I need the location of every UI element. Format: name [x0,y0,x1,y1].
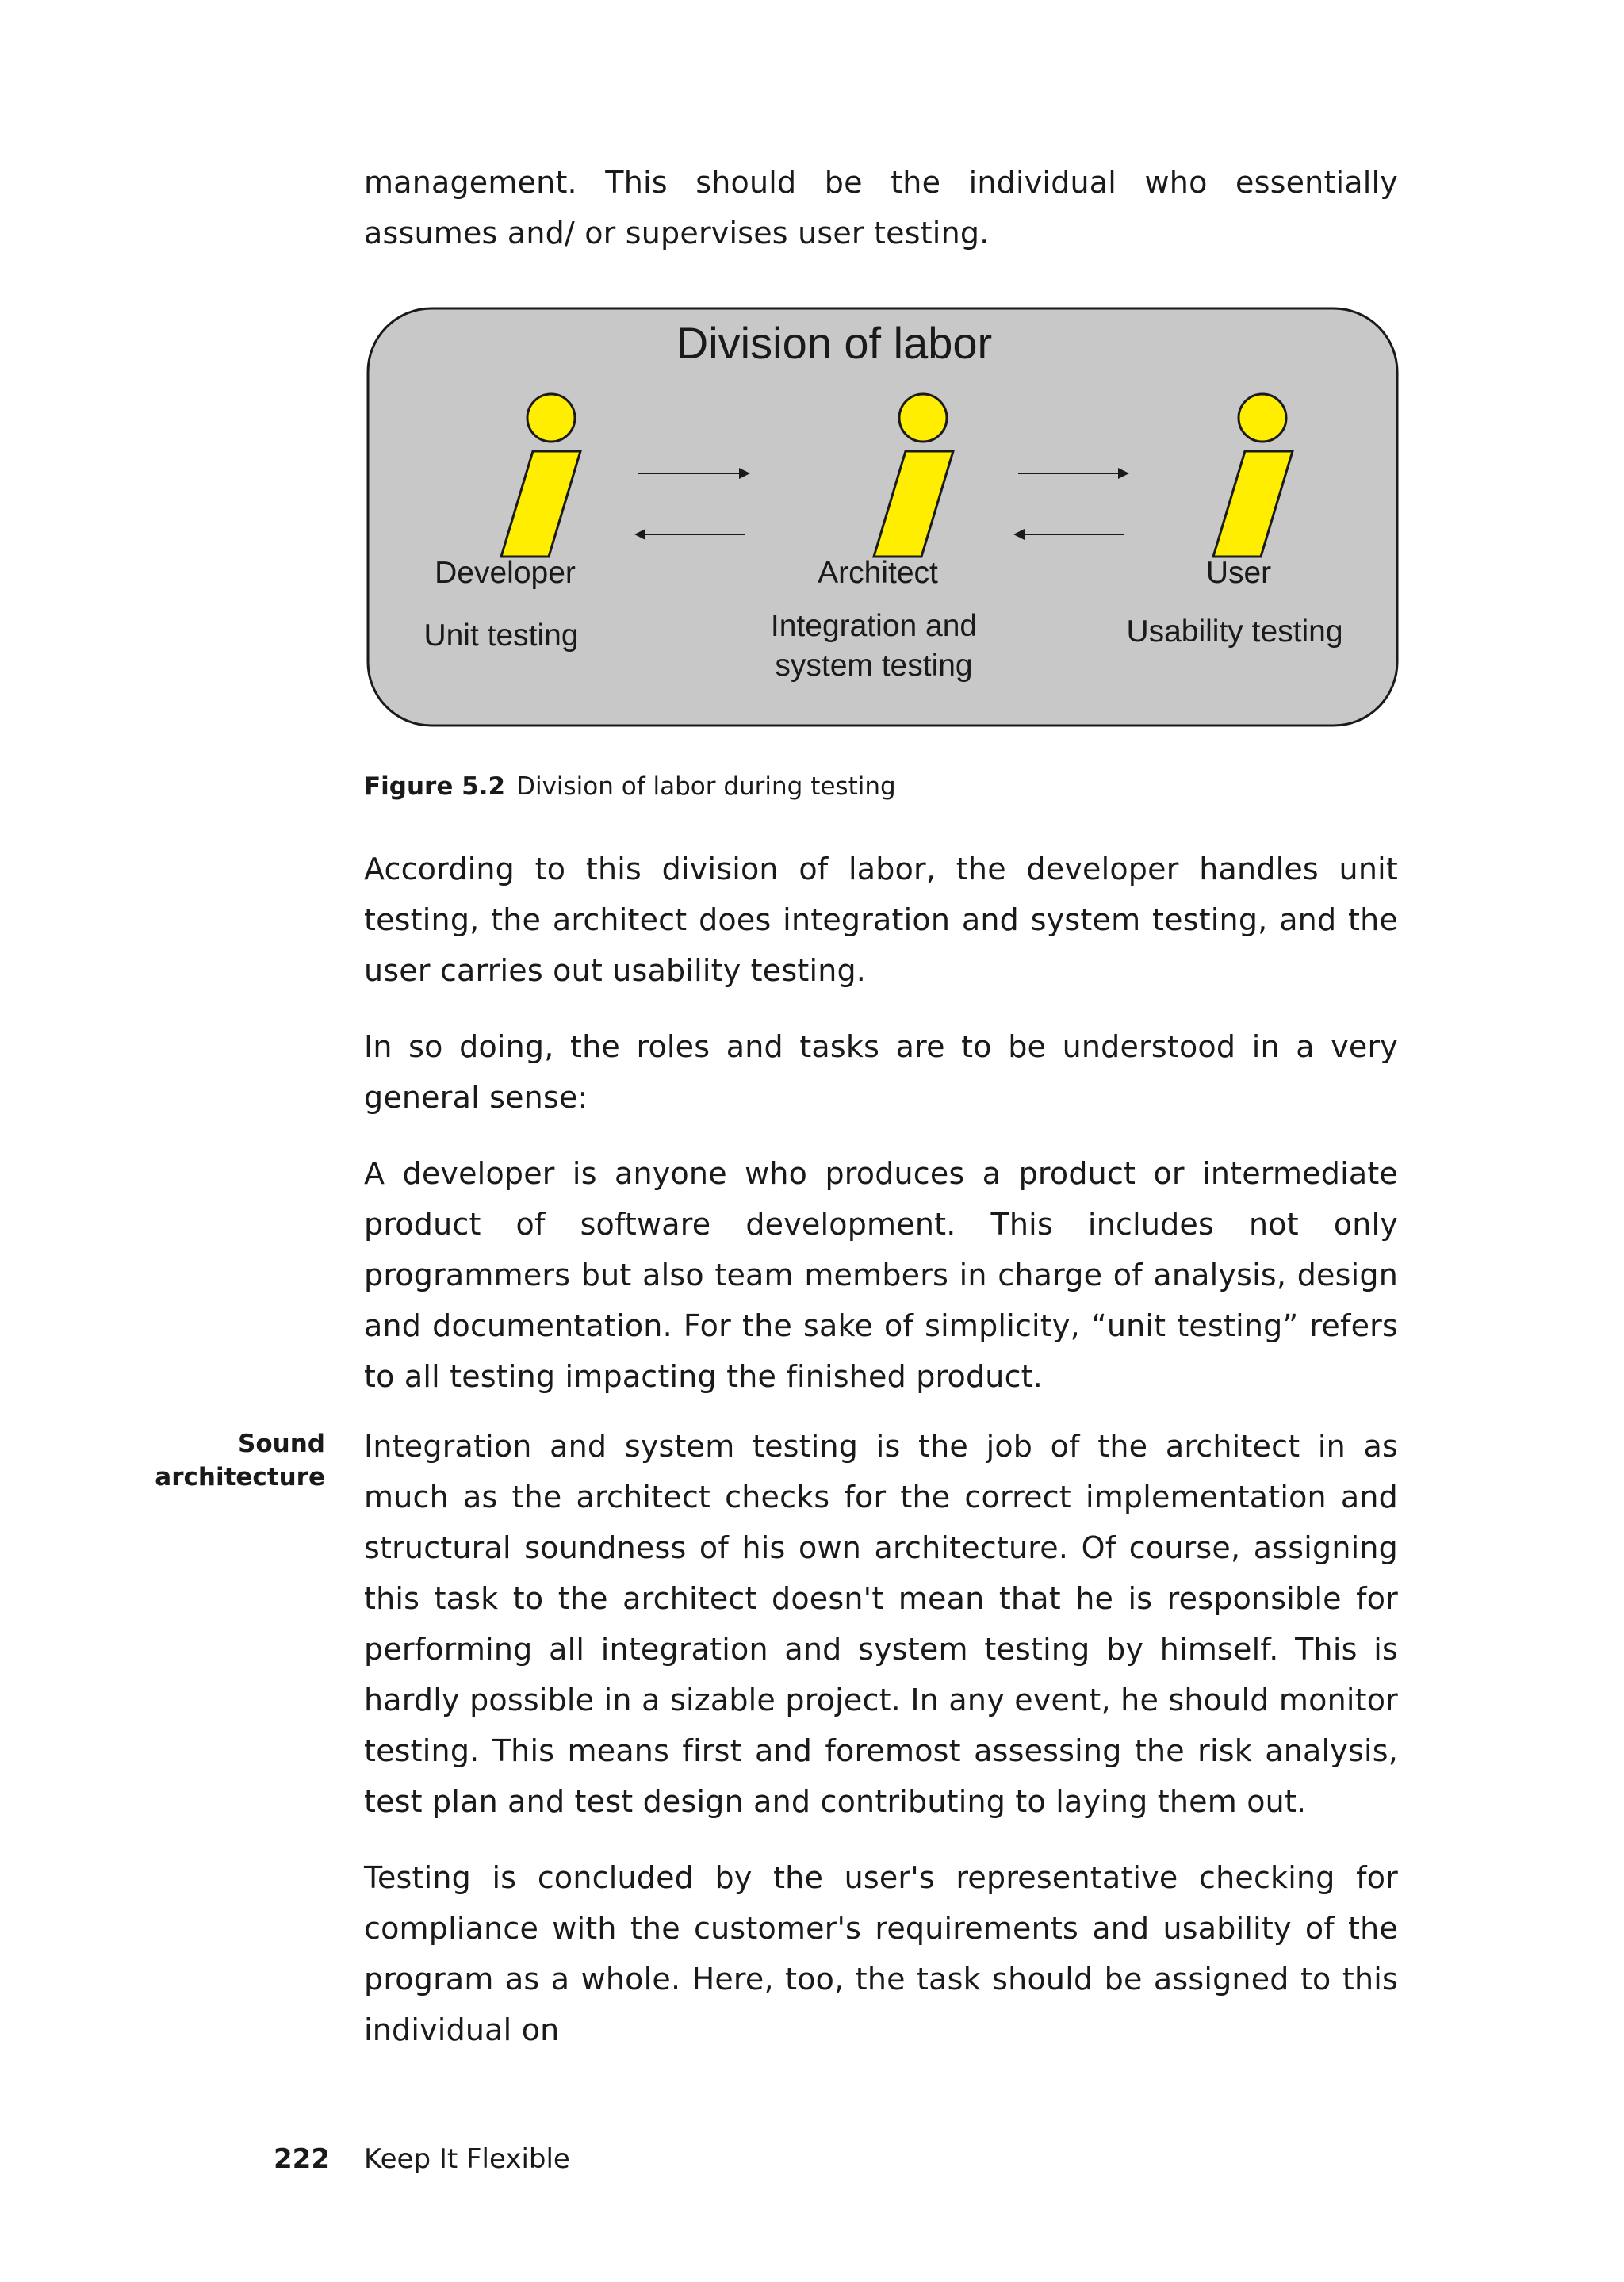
figure-caption-label: Figure 5.2 [364,772,506,801]
running-footer-title: Keep It Flexible [364,2143,570,2175]
paragraph-division: According to this division of labor, the developer handles unit testing, the architect does integration and system testing, and the user carries out usability testing. [364,852,1398,988]
margin-note [135,1427,325,1494]
margin-note-line2: architecture [155,1463,325,1491]
margin-note-line1: Sound [238,1430,325,1458]
task-label-developer: Unit testing [423,618,579,653]
task-label-architect-line2: system testing [775,649,973,683]
paragraph-developer: A developer is anyone who produces a product or intermediate product of software development. This includes not only programmers but also team members in charge of analysis, design and documentation. For the sake of simplicity, “unit testing” refers to all testing impacting the finished product. [364,1156,1398,1394]
role-label-architect: Architect [818,556,938,590]
figure-caption-text: Division of labor during testing [516,772,896,801]
figure-caption [364,771,896,802]
task-label-user: Usability testing [1126,615,1343,649]
role-label-user: User [1205,556,1272,590]
task-label-architect-line1: Integration and [770,609,978,643]
paragraph-general-sense: In so doing, the roles and tasks are to be understood in a very general sense: [364,1029,1398,1115]
division-of-labor-diagram [366,307,1399,727]
paragraph-architect: Integration and system testing is the job of the architect in as much as the architect checks for the correct implementation and structural soundness of his own architecture. Of course, assigning this task to the architect doesn't mean that he is responsible for performing all integration and system testing by himself. This is hardly possible in a sizable project. In any event, he should monitor testing. This means first and foremost assessing the risk analysis, test plan and test design and contributing to laying them out. [364,1429,1398,1819]
paragraph-user: Testing is concluded by the user's representative checking for compliance with the customer's requirements and usability of the program as a whole. Here, too, the task should be assigned to this individual on [364,1860,1398,2047]
diagram-title: Division of labor [676,318,993,368]
role-label-developer: Developer [435,556,576,590]
paragraph-intro: management. This should be the individual who essentially assumes and/ or supervises user testing. [364,165,1398,251]
page-number: 222 [274,2143,330,2175]
